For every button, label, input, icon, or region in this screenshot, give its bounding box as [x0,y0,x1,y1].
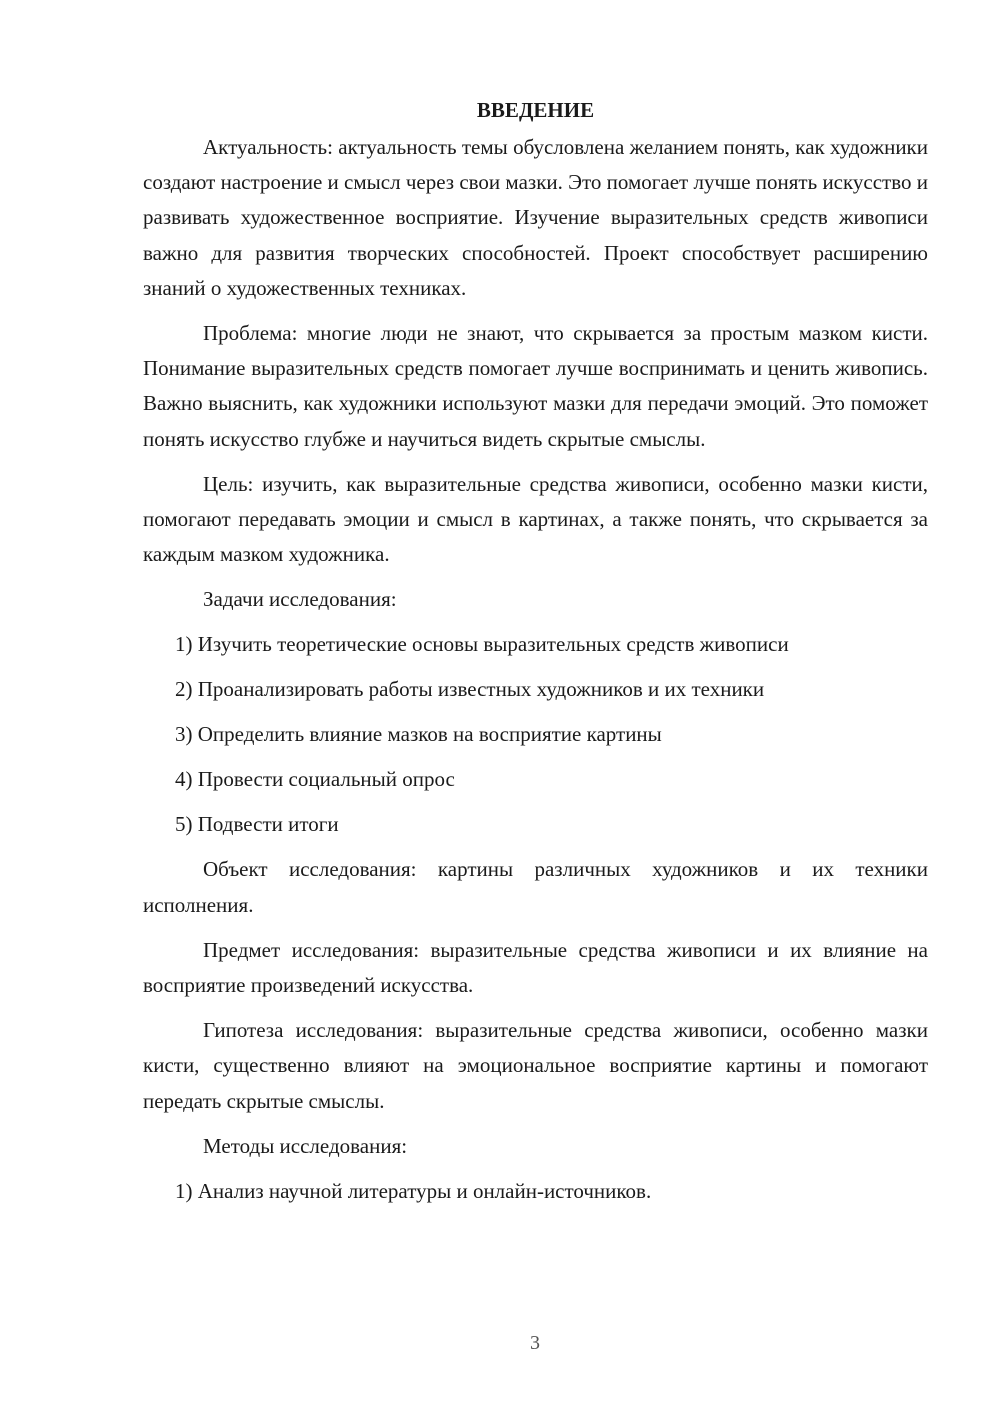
goal-paragraph: Цель: изучить, как выразительные средства живописи, особенно мазки кисти, помогают передавать эмоции и смысл в картинах, а также понять, что скрывается за каждым мазком художника. [143,471,928,567]
task-item: 5) Подвести итоги [175,812,339,837]
problem-paragraph: Проблема: многие люди не знают, что скрывается за простым мазком кисти. Понимание выразительных средств помогает лучше воспринимать и ценить живопись. Важно выяснить, как художники используют мазки для передачи эмоций. Это поможет понять искусство глубже и научиться видеть скрытые смыслы. [143,321,928,451]
object-paragraph: Объект исследования: картины различных художников и их техники исполнения. [143,857,928,917]
tasks-title: Задачи исследования: [203,587,397,612]
task-item: 2) Проанализировать работы известных художников и их техники [175,677,765,702]
page-title: ВВЕДЕНИЕ [476,98,595,122]
hypothesis-paragraph: Гипотеза исследования: выразительные средства живописи, особенно мазки кисти, существенно влияют на эмоциональное восприятие картины и помогают передать скрытые смыслы. [143,1018,928,1113]
document-page [143,92,928,1219]
methods-title: Методы исследования: [203,1133,408,1158]
subject-paragraph: Предмет исследования: выразительные средства живописи и их влияние на восприятие произведений искусства. [143,937,928,998]
task-item: 1) Изучить теоретические основы выразительных средств живописи [175,632,789,657]
method-item: 1) Анализ научной литературы и онлайн-источников. [175,1178,652,1203]
task-item: 3) Определить влияние мазков на восприятие картины [175,722,662,747]
page-number: 3 [530,1332,540,1354]
relevance-paragraph: Актуальность: актуальность темы обусловлена желанием понять, как художники создают настроение и смысл через свои мазки. Это помогает лучше понять искусство и развивать художественное восприятие. Изучение выразительных средств живописи важно для развития творческих способностей. Проект способствует расширению знаний о художественных техниках. [143,135,928,300]
task-item: 4) Провести социальный опрос [175,767,455,792]
